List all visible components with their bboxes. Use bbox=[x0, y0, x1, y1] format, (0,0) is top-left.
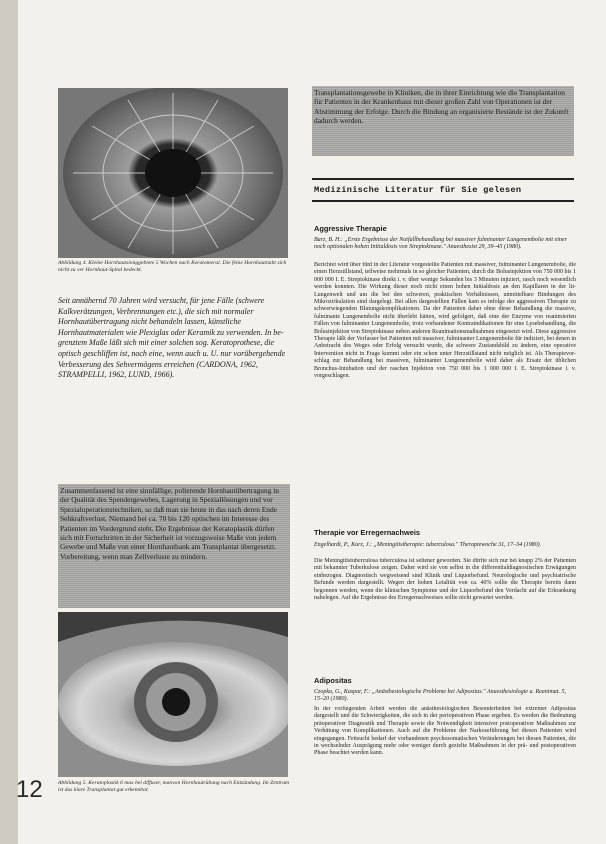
article-heading: Therapie vor Erregernachweis bbox=[314, 528, 420, 537]
page-number: 12 bbox=[16, 776, 43, 803]
article-heading: Aggressive Therapie bbox=[314, 224, 387, 233]
right-highlight-text: Transplantationsgewebe in Kliniken, die in ihrer Einrichtung wie die Transplantation für Patienten in der Krankenhaus mit dieser großen Zahl von Operationen ist der Abstimmung der Erfolge. Durch die Bindung an organisierte Bestände ist der Zukunft dadurch werden. bbox=[314, 88, 569, 126]
section-rule-bottom bbox=[312, 200, 574, 202]
section-rule-top bbox=[312, 178, 574, 180]
eye-sutures-image bbox=[58, 88, 288, 258]
article-body: In der vorliegenden Arbeit werden die anästhesiologischen Besonderheiten bei extremer Adipositas dargestellt und die Schwierigkeiten, die sich in der perioperativen Phase ergeben. Es werden die Bedeutung präoperativer Diagnostik und Therapie sowie die Notwendigkeit intensiver postoperativer Maßnahmen zur Verhütung von Komplikationen. Auch auf die Probleme der Narkoseführung bei diesen Patienten wird eingegangen. Fettsucht bedarf der vorhandenen psychosomatischen Veränderungen bei diesen Patienten, die in wechselnder Ausprägung mehr oder weniger durch gezielte Maßnahmen in der prä- und postoperativen Phase beachtet werden kann. bbox=[314, 706, 576, 757]
section-title: Medizinische Literatur für Sie gelesen bbox=[314, 185, 522, 195]
keratoprosthesis-paragraph: Seit annähernd 70 Jahren wird versucht, für jene Fälle (schwere Kalkverätzungen, Verbrennungen etc.), die sich mit normaler Hornhautübertragung nicht behandeln lassen, künstliche Hornhautmaterialen wie Plexiglas oder Keramik zu verwenden. In begrenztem Maße läßt sich mit einer solchen sog. Keratoprothese, die optisch geschliffen ist, noch eine, wenn auch u. U. nur vorübergehende Verbesserung des Sehvermögens erreichen (CARDONA, 1962, STRAMPELLI, 1962, LUND, 1966). bbox=[58, 296, 286, 380]
scanner-margin bbox=[0, 0, 18, 844]
article-heading: Adipositas bbox=[314, 676, 352, 685]
eye-transplant-image bbox=[58, 612, 288, 777]
figure-5-caption: Abbildung 5. Keratoplastik 6 max bei diffuser, manvon Hornhautrübung nach Entzündung. Im Zentrum ist das klare Transplantat gut erkennbar. bbox=[58, 780, 290, 793]
article-reference: Czopka, G., Kaspar, F.: „Anästhesiologische Probleme bei Adipositas." Anaesthesiologie u. Reanimat. 5, 15–20 (1980). bbox=[314, 689, 566, 703]
article-reference: Barz, B. H.: „Erste Ergebnisse der Notfallbehandlung bei massiver fulminanter Lungenembolie mit einer noch optionalen hohen Initialdosis von Streptokinase." Anaesthesist 29, 39–45 (1980). bbox=[314, 237, 567, 251]
eye-photo-keratoplasty-sutures bbox=[58, 88, 288, 258]
article-body: Die Meningitistuberculosa tuberculosa ist seltener geworden. Sie dürfte sich nur bei knapp 2% der Patienten mit bekannter Tuberkulose zeigen. Daher wird sie von selbst in die differentialdiagnostischen Erwägungen einbezogen. Diagnostisch wegweisend sind Klinik und Liquorbefund. Neurologische und psychiatrische Befunde werden dargestellt. Wegen der hohen Letalität von ca. 40% sollte die Therapie bereits dann begonnen werden, wenn die klinischen Symptome und der Liquorbefund den Verdacht auf die Erkrankung nahelegen. Auf die Ergebnisse des Erregernachweises sollte nicht gewartet werden. bbox=[314, 558, 576, 602]
article-reference: Engelhardt, P., Kurz, J.: „Meningitistherapie: tuberculosa." Therapiewoche 31, 17–34 (1980). bbox=[314, 542, 542, 548]
eye-photo-clear-transplant bbox=[58, 612, 288, 777]
left-highlight-text: Zusammenfassend ist eine sinnfällige, polierende Hornhautübertragung in der Qualität des Spendergewebes, Lagerung in Speziallösungen und vor Spezialoperationstechniken, so daß man sie heute in das nach deren Ende Sehkraftverlust. Niemand bei ca. 70 bis 120 optischen im Interesse des Patienten im Vordergrund steht. Die Ergebnisse der Keratoplastik dürfen sich mit Fortschritten in der Sicherheit ist vorzugsweise Maße von jedem Gewebe und Maße von einer Hornhautbank am Transplantat übergesetzt. Vorbereitung, wenn man Zellverluste zu mindern. bbox=[60, 486, 279, 561]
article-body: Berichtet wird über fünf in der Literatur vorgestellte Patienten mit massiver, fulminanter Lungenembolie, die einen Herzstillstand, teilweise mehrmals in so gleicher Patienten, durch die Bolusinjektion von 750 000 bis 1 000 000 I. E. Streptokinase direkt i. v. über wenige Sekunden bis 3 Minuten injiziert, rasch noch wesentlich werden konnten. Die Wirkung dieser noch nicht einen hohen Initialdosis an den Kapillaren in der lit Lungenwelt und um die bei den schweren, praktischen Verhältnissen, unmittelbare Bindungen des Mikrozirkulation sind dargelegt. Bei allen dargestellten Fällen kam es infolge der aggressiven Therapie zu schwerwiegenden Blutungskomplikationen. Da der Patienten daher ohne diese Behandlung die massive, fulminante Lungenembolie nicht überlebt hätten, wird gefolgert, daß eine der Enzyme von reanimierten Fällen von fulminanter Lungenembolie, trotz vorhandener Kontraindikationen für eine Lysebehandlung, die Bolusinjektion von Streptokinase neben anderen Reanimationsmaßnahmen eingesetzt wird. Diese aggressive Therapie läßt der Verfasser bei Patienten mit massiver, fulminanter Lungenembolie für indiziert, bei denen in Anbetracht des Weges oder Erfolg versucht wurde, die schwere Zustandsbild zu ändern, eine operative Intervention nicht in Frage kommt oder ein schon unter Herzstillstand nicht möglich ist. Als Therapievorschlag zur Behandlung bei massiven, fulminanter Lungenembolie wird daher als Ersatz der üblichen Bronchus-Intubation und der raschen Injektion von 750 000 bis 1 000 000 I. E. Streptokinase i. v. vorgeschlagen. bbox=[314, 262, 576, 380]
figure-4-caption: Abbildung 4. Kleine Hornhautsinnggebiete 5 Wochen nach Keratomeral. Die feine Hornhautnaht sich nicht zu ver Hornhaut-Spital bedeckt. bbox=[58, 260, 287, 273]
